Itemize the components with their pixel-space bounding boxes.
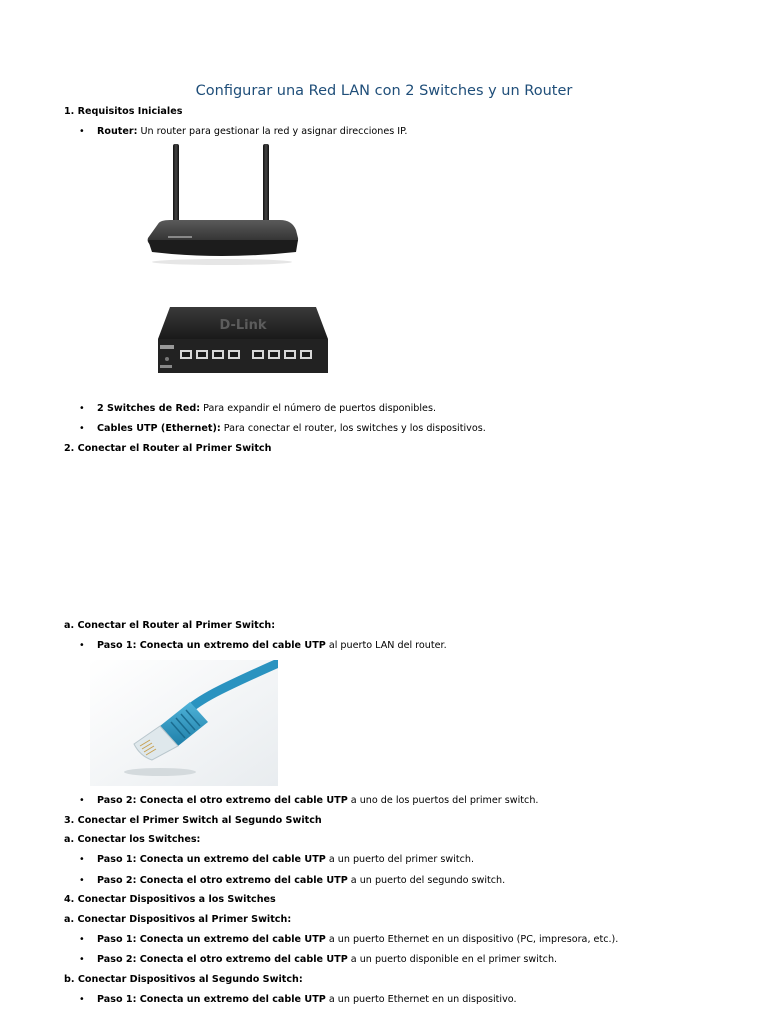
bullet-icon: •	[79, 640, 85, 651]
bullet-icon: •	[79, 854, 85, 865]
item-text: Para conectar el router, los switches y los dispositivos.	[220, 423, 486, 434]
subsection-heading-3a: a. Conectar los Switches:	[64, 834, 201, 845]
item-label: Paso 2: Conecta el otro extremo del cable UTP	[97, 875, 348, 886]
router-image	[140, 140, 305, 270]
item-label: Paso 1: Conecta un extremo del cable UTP	[97, 994, 326, 1005]
item-text: a un puerto del segundo switch.	[347, 875, 506, 886]
bullet-icon: •	[79, 795, 85, 806]
bullet-icon: •	[79, 423, 85, 434]
subsection-heading-4b: b. Conectar Dispositivos al Segundo Switch:	[64, 974, 303, 985]
item-text: Un router para gestionar la red y asignar direcciones IP.	[137, 126, 408, 137]
item-label: Paso 1: Conecta un extremo del cable UTP	[97, 934, 326, 945]
section-heading-2: 2. Conectar el Router al Primer Switch	[64, 443, 272, 454]
item-text: Para expandir el número de puertos disponibles.	[200, 403, 437, 414]
item-text: a un puerto del primer switch.	[325, 854, 474, 865]
item-label: Cables UTP (Ethernet):	[97, 423, 221, 434]
subsection-heading-4a: a. Conectar Dispositivos al Primer Switch:	[64, 914, 292, 925]
bullet-icon: •	[79, 875, 85, 886]
bullet-icon: •	[79, 403, 85, 414]
ethernet-cable-image	[90, 660, 278, 786]
item-text: a un puerto disponible en el primer switch.	[347, 954, 558, 965]
bullet-icon: •	[79, 934, 85, 945]
document-title: Configurar una Red LAN con 2 Switches y un Router	[195, 83, 573, 99]
subsection-heading-2a: a. Conectar el Router al Primer Switch:	[64, 620, 276, 631]
item-text: a uno de los puertos del primer switch.	[347, 795, 539, 806]
section-heading-3: 3. Conectar el Primer Switch al Segundo Switch	[64, 815, 322, 826]
item-label: Paso 2: Conecta el otro extremo del cable UTP	[97, 795, 348, 806]
item-label: Router:	[97, 126, 138, 137]
switch-image	[154, 303, 332, 377]
item-text: a un puerto Ethernet en un dispositivo (PC, impresora, etc.).	[325, 934, 619, 945]
section-heading-1: 1. Requisitos Iniciales	[64, 106, 183, 117]
item-label: Paso 2: Conecta el otro extremo del cable UTP	[97, 954, 348, 965]
item-label: Paso 1: Conecta un extremo del cable UTP	[97, 640, 326, 651]
section-heading-4: 4. Conectar Dispositivos a los Switches	[64, 894, 276, 905]
bullet-icon: •	[79, 994, 85, 1005]
bullet-icon: •	[79, 954, 85, 965]
item-text: a un puerto Ethernet en un dispositivo.	[325, 994, 517, 1005]
item-text: al puerto LAN del router.	[325, 640, 447, 651]
item-label: Paso 1: Conecta un extremo del cable UTP	[97, 854, 326, 865]
item-label: 2 Switches de Red:	[97, 403, 201, 414]
bullet-icon: •	[79, 126, 85, 137]
switch-brand-logo: D-Link	[219, 318, 267, 333]
